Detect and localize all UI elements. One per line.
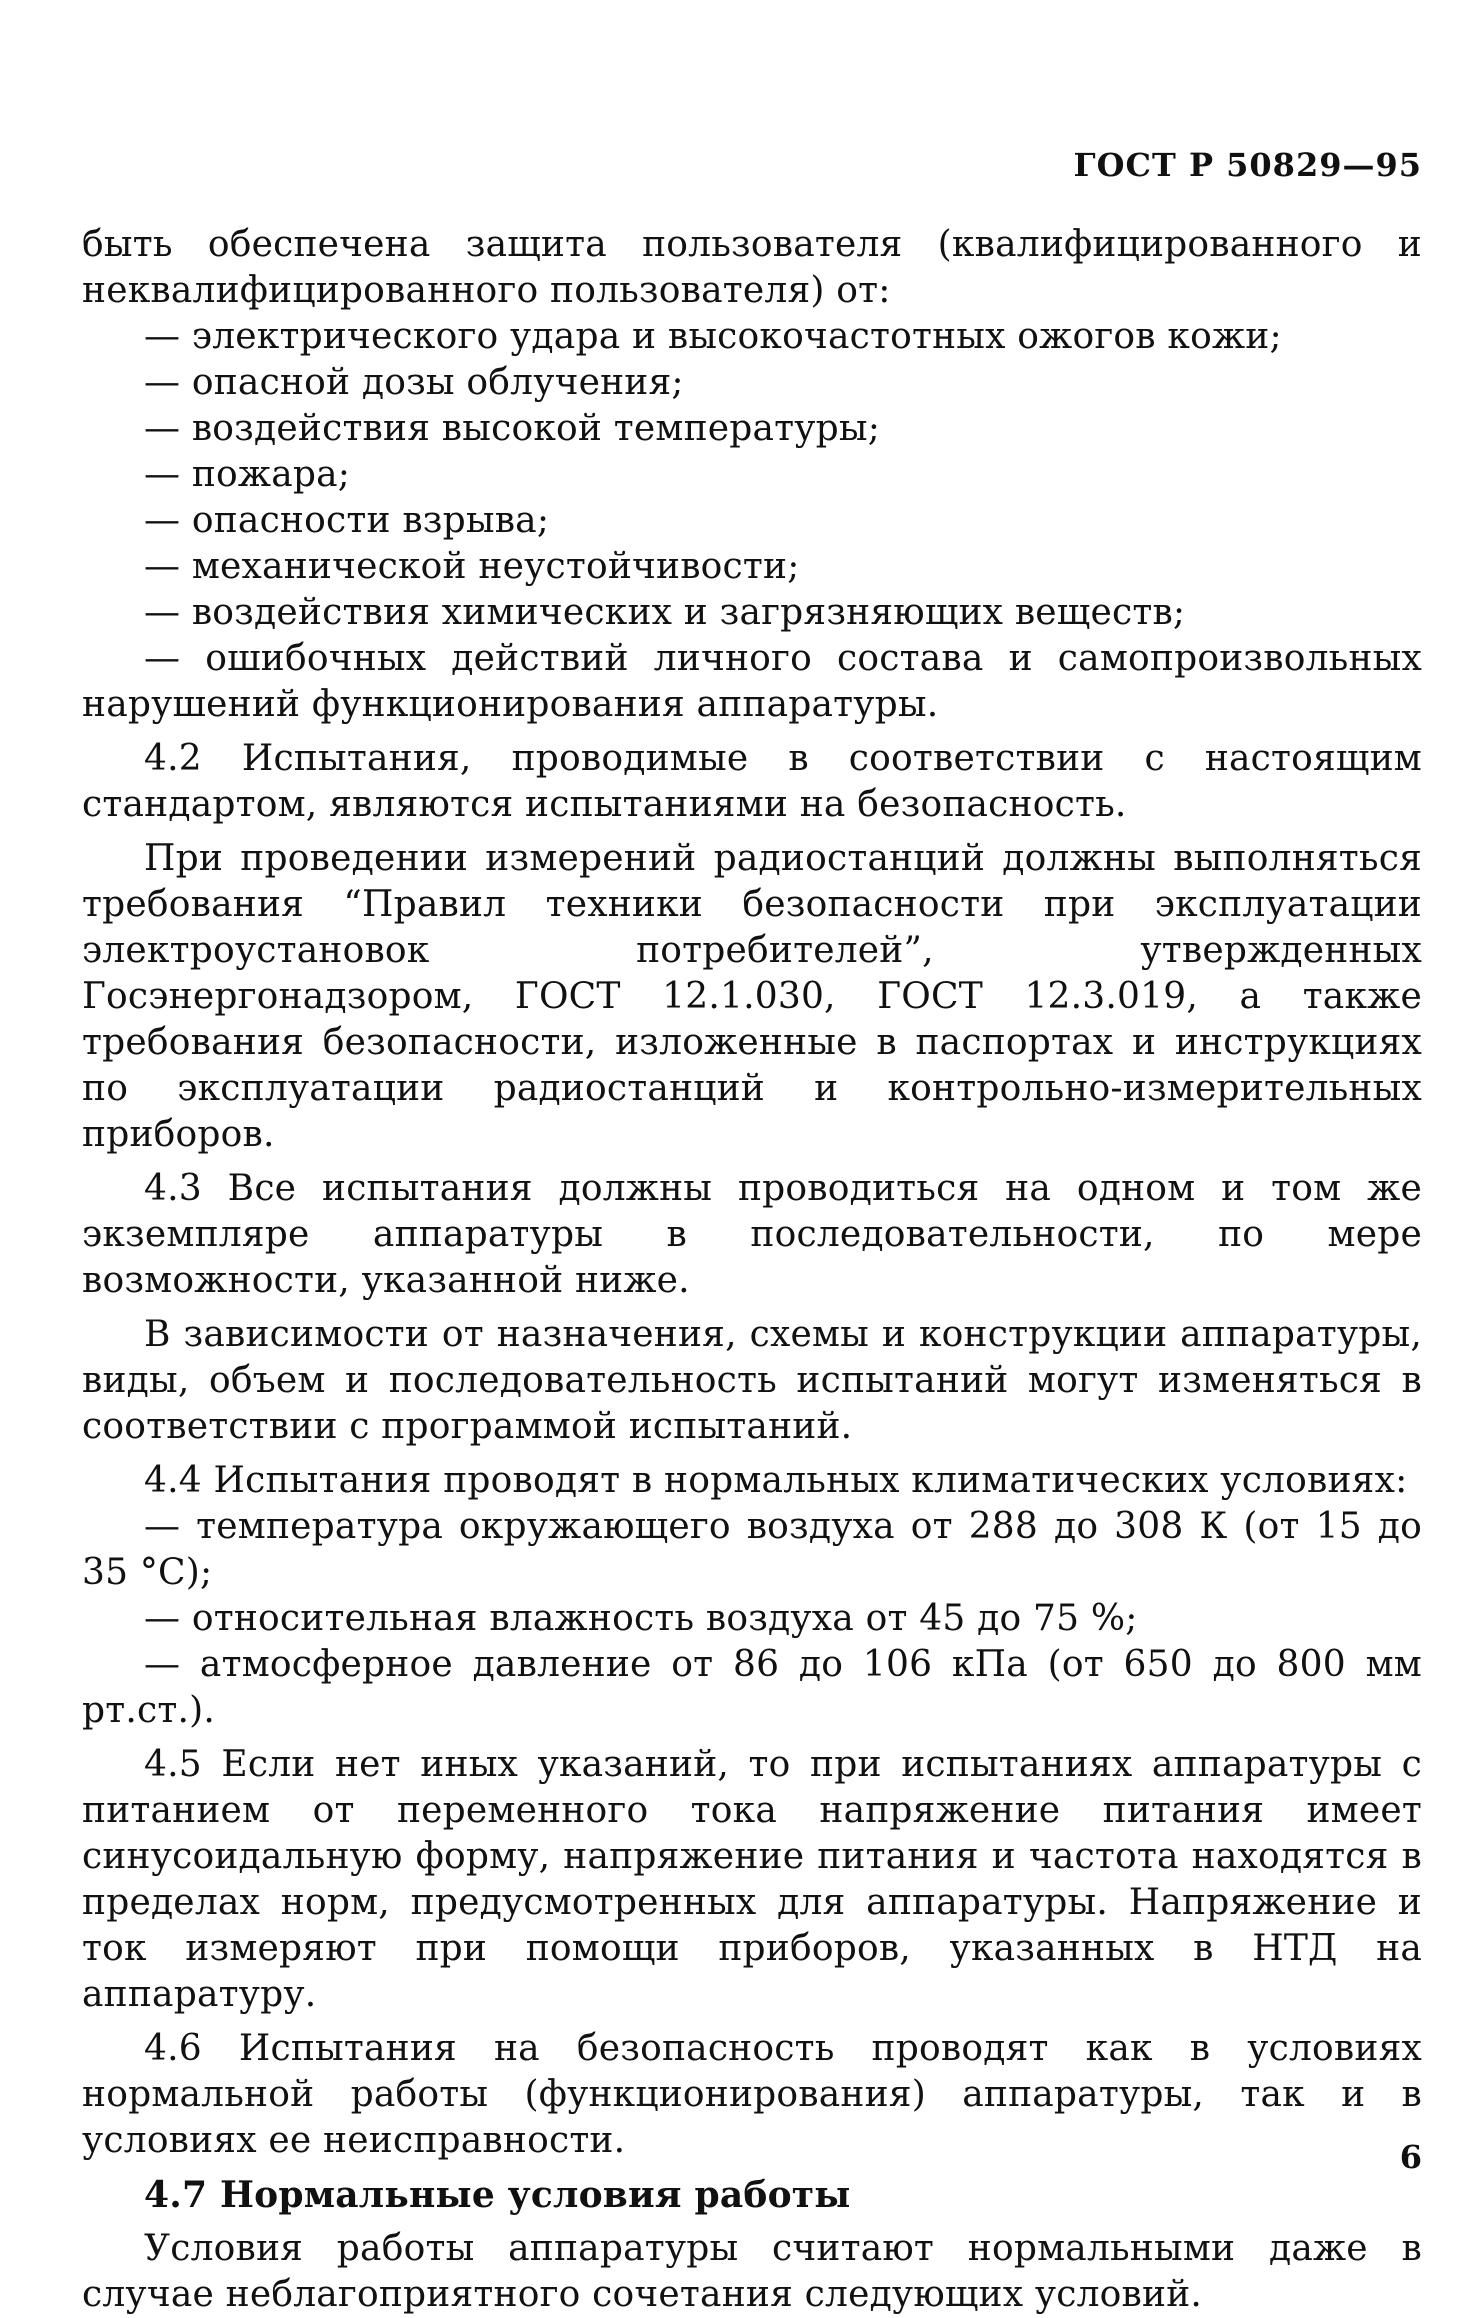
paragraph-safety-requirements: При проведении измерений радиостанций должны выполняться требования “Правил техники безопасности при эксплуатации электроустановок потребителей”, утвержденных Госэнергонадзором, ГОСТ 12.1.030, ГОСТ 12.3.019, а также требования безопасности, изложенные в паспортах и инструкциях по эксплуатации радиостанций и контрольно-измерительных приборов. [82,838,1422,1155]
list-item: — температура окружающего воздуха от 288 до 308 К (от 15 до 35 °С); [82,1506,1422,1593]
list-item: — пожара; [144,454,351,495]
list-item: — опасной дозы облучения; [144,362,684,403]
list-item: — воздействия высокой температуры; [144,408,881,449]
paragraph-4-6: 4.6 Испытания на безопасность проводят как в условиях нормальной работы (функционирования) аппаратуры, так и в условиях ее неисправности. [82,2028,1422,2161]
paragraph-4-5: 4.5 Если нет иных указаний, то при испытаниях аппаратуры с питанием от переменного тока напряжение питания имеет синусоидальную форму, напряжение питания и частота находятся в пределах норм, предусмотренных для аппаратуры. Напряжение и ток измеряют при помощи приборов, указанных в НТД на аппаратуру. [82,1744,1422,2015]
list-item: — электрического удара и высокочастотных ожогов кожи; [144,316,1282,357]
paragraph-test-variation: В зависимости от назначения, схемы и конструкции аппаратуры, виды, объем и последовательность испытаний могут изменяться в соответствии с программой испытаний. [82,1314,1422,1447]
list-item: — атмосферное давление от 86 до 106 кПа (от 650 до 800 мм рт.ст.). [82,1644,1422,1731]
list-item: — опасности взрыва; [144,500,550,541]
paragraph-4-4: 4.4 Испытания проводят в нормальных климатических условиях: [144,1460,1408,1501]
page-number: 6 [1399,2138,1422,2176]
paragraph-normal-conditions: Условия работы аппаратуры считают нормальными даже в случае неблагоприятного сочетания следующих условий. [82,2228,1422,2315]
document-body [82,222,1422,2318]
document-header: ГОСТ Р 50829—95 [1073,146,1422,184]
paragraph-4-2: 4.2 Испытания, проводимые в соответствии с настоящим стандартом, являются испытаниями на безопасность. [82,738,1422,825]
paragraph-intro: быть обеспечена защита пользователя (квалифицированного и неквалифицированного пользователя) от: [82,224,1422,311]
list-item: — относительная влажность воздуха от 45 до 75 %; [144,1598,1138,1639]
section-heading-4-7: 4.7 Нормальные условия работы [144,2174,851,2216]
list-item: — ошибочных действий личного состава и самопроизвольных нарушений функционирования аппаратуры. [82,638,1422,725]
list-item: — механической неустойчивости; [144,546,800,587]
list-item: — воздействия химических и загрязняющих веществ; [144,592,1186,633]
paragraph-4-3: 4.3 Все испытания должны проводиться на одном и том же экземпляре аппаратуры в последовательности, по мере возможности, указанной ниже. [82,1168,1422,1301]
